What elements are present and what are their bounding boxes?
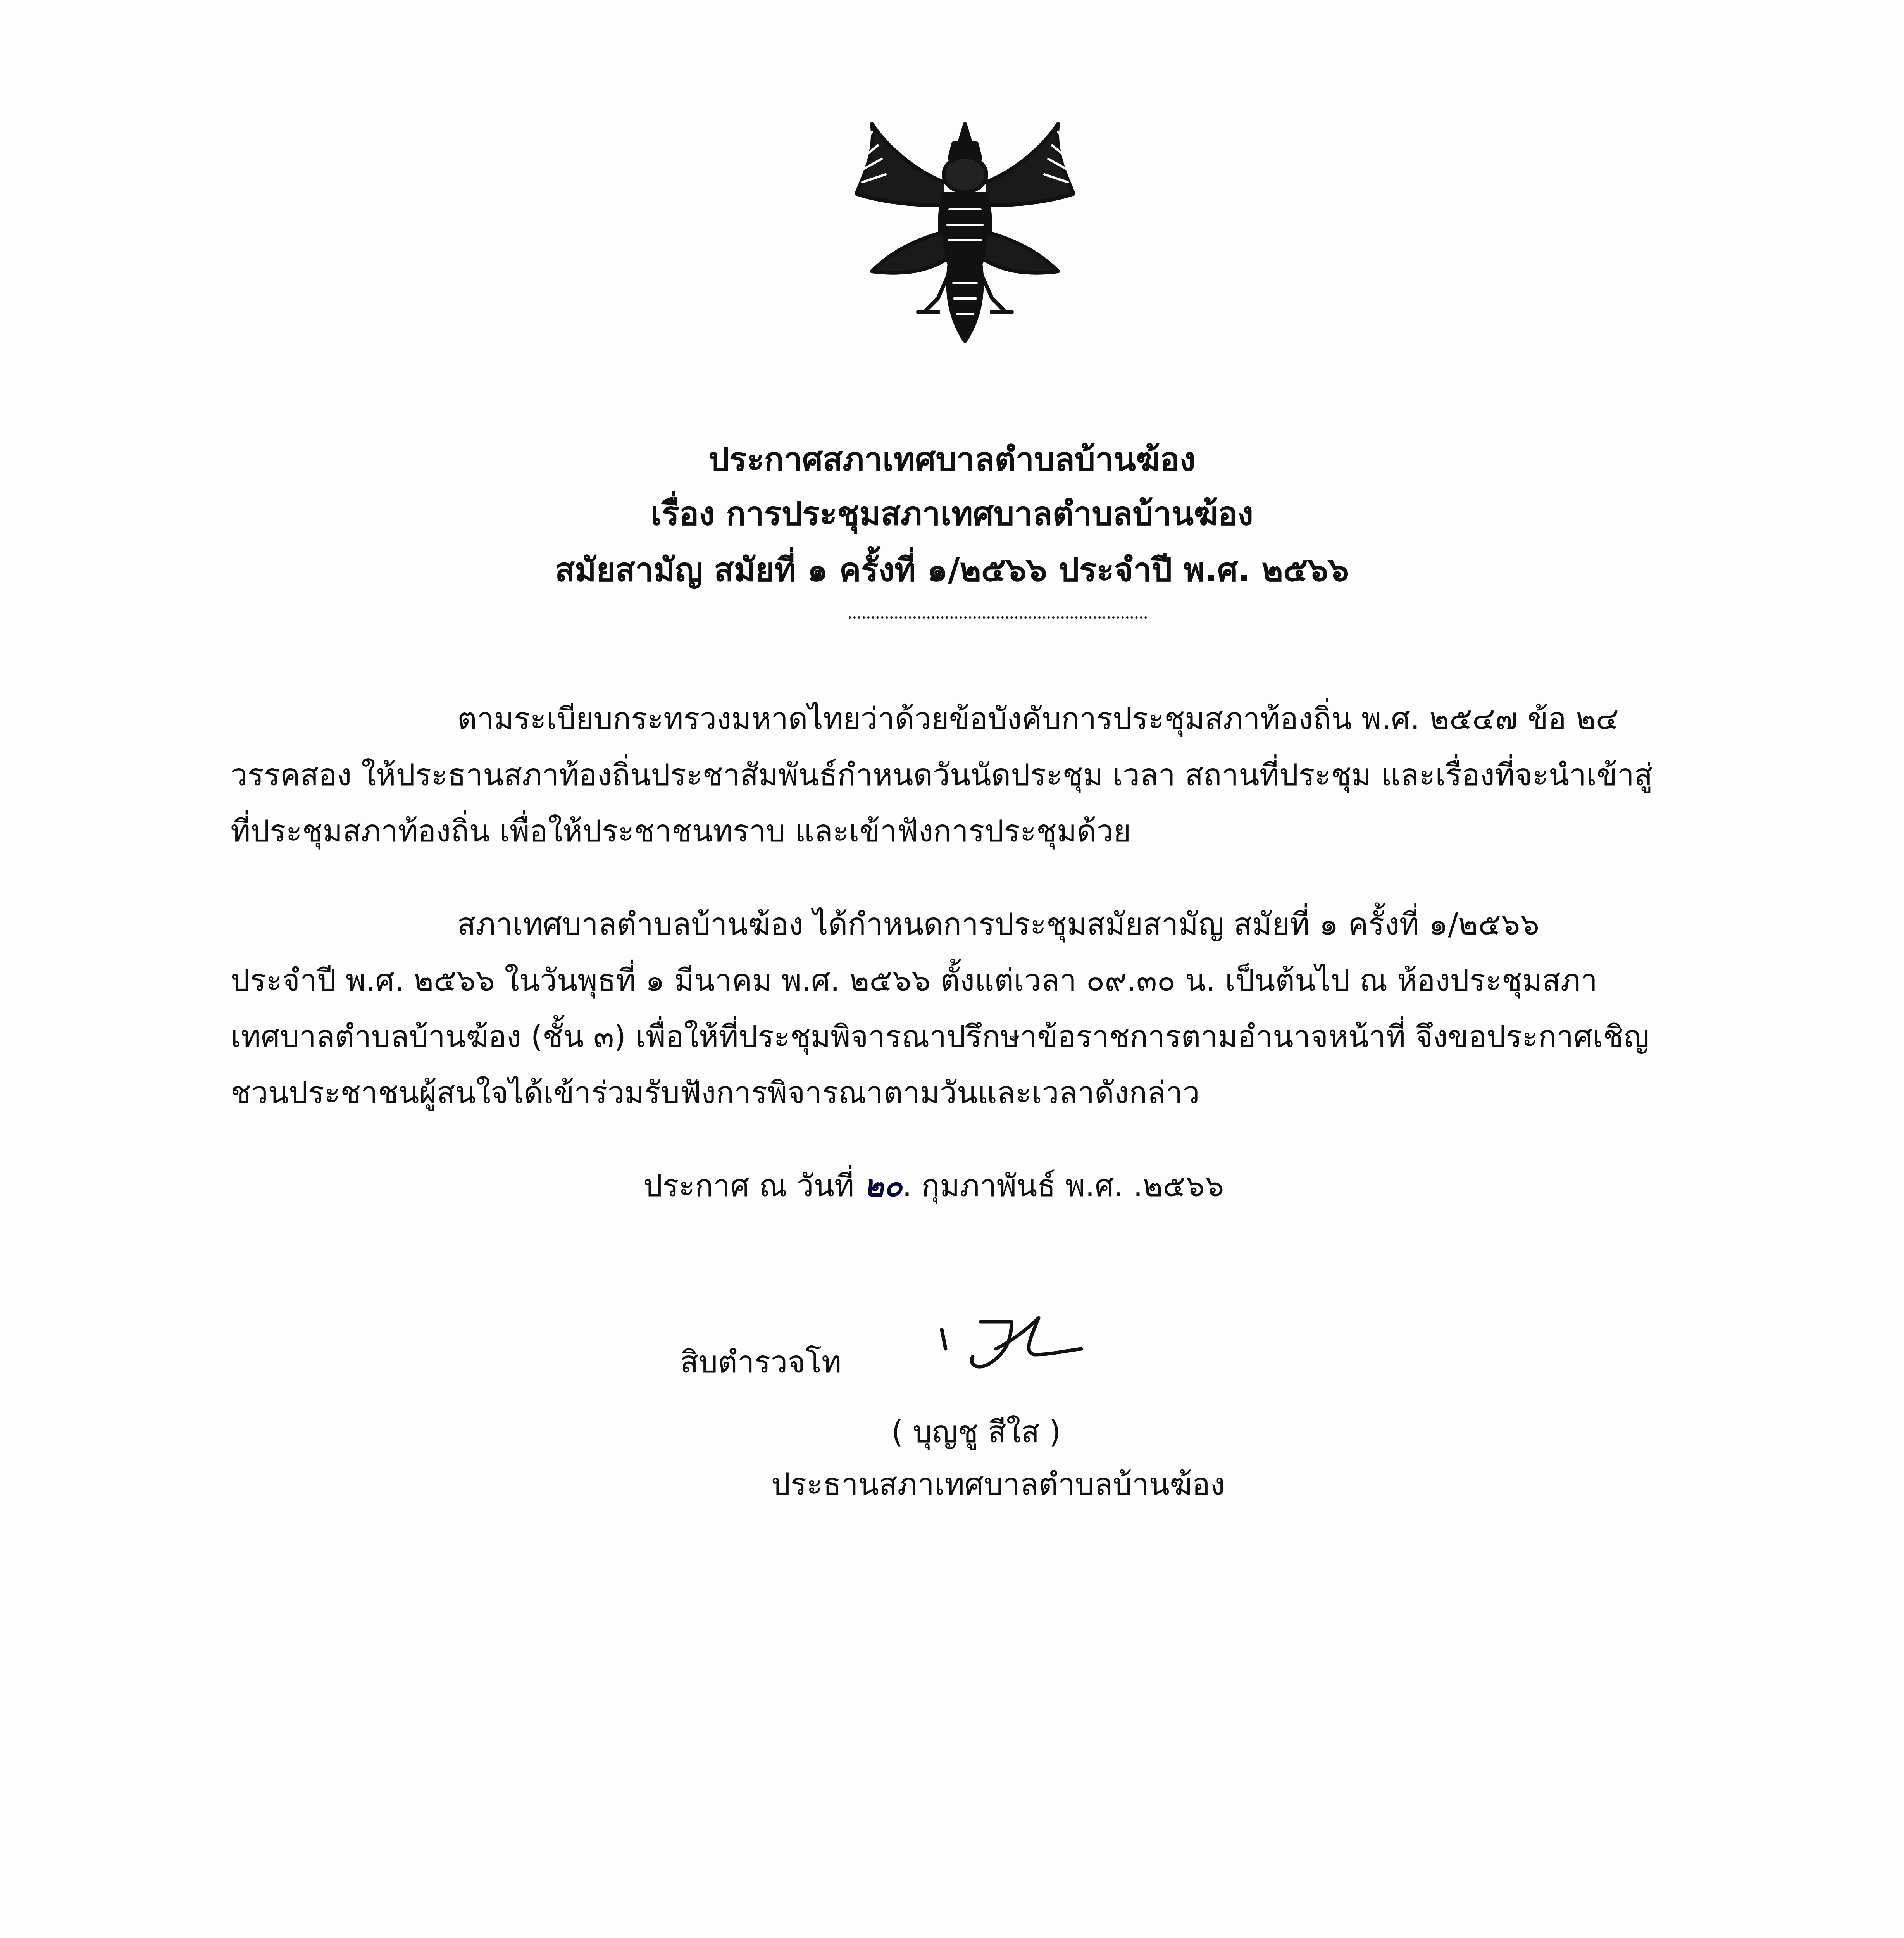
announce-year: .๒๕๖๖ (1133, 1169, 1224, 1203)
announcement-subject: เรื่อง การประชุมสภาเทศบาลตำบลบ้านฆ้อง (650, 495, 1254, 533)
paragraph1-line2: วรรคสอง ให้ประธานสภาท้องถิ่นประชาสัมพันธ์กำหนดวันนัดประชุม เวลา สถานที่ประชุม และเรื่องที่จะนำเข้าสู่ (231, 758, 1653, 793)
paragraph1-line1: ตามระเบียบกระทรวงมหาดไทยว่าด้วยข้อบังคับการประชุมสภาท้องถิ่น พ.ศ. ๒๕๔๗ ข้อ ๒๔ (457, 702, 1619, 736)
announce-day: ๒๐ (864, 1168, 903, 1203)
paragraph1-line3: ที่ประชุมสภาท้องถิ่น เพื่อให้ประชาชนทราบ และเข้าฟังการประชุมด้วย (231, 814, 1131, 849)
signatory-rank: สิบตำรวจโท (680, 1345, 842, 1380)
paragraph2-line2: ประจำปี พ.ศ. ๒๕๖๖ ในวันพุธที่ ๑ มีนาคม พ.ศ. ๒๕๖๖ ตั้งแต่เวลา ๐๙.๓๐ น. เป็นต้นไป ณ ห้องประชุมสภา (231, 963, 1597, 998)
paragraph2-line3: เทศบาลตำบลบ้านฆ้อง (ชั้น ๓) เพื่อให้ที่ประชุมพิจารณาปรึกษาข้อราชการตามอำนาจหน้าที่ จึงขอประกาศเชิญ (231, 1019, 1649, 1054)
announcement-session: สมัยสามัญ สมัยที่ ๑ ครั้งที่ ๑/๒๕๖๖ ประจำปี พ.ศ. ๒๕๖๖ (555, 551, 1349, 589)
paragraph2-line4: ชวนประชาชนผู้สนใจได้เข้าร่วมรับฟังการพิจารณาตามวันและเวลาดังกล่าว (231, 1076, 1200, 1110)
announce-prefix: ประกาศ ณ วันที่ (643, 1169, 864, 1203)
announcement-title: ประกาศสภาเทศบาลตำบลบ้านฆ้อง (708, 440, 1196, 478)
handwritten-signature (934, 1306, 1128, 1384)
announce-month: . กุมภาพันธ์ พ.ศ. (902, 1169, 1134, 1203)
dotted-separator (849, 616, 1147, 619)
signatory-position: ประธานสภาเทศบาลตำบลบ้านฆ้อง (771, 1467, 1225, 1502)
garuda-emblem (849, 116, 1081, 357)
paragraph2-line1: สภาเทศบาลตำบลบ้านฆ้อง ได้กำหนดการประชุมสมัยสามัญ สมัยที่ ๑ ครั้งที่ ๑/๒๕๖๖ (457, 907, 1540, 942)
announce-date (643, 1165, 1224, 1207)
signatory-name: ( บุญชู สีใส ) (891, 1415, 1061, 1450)
